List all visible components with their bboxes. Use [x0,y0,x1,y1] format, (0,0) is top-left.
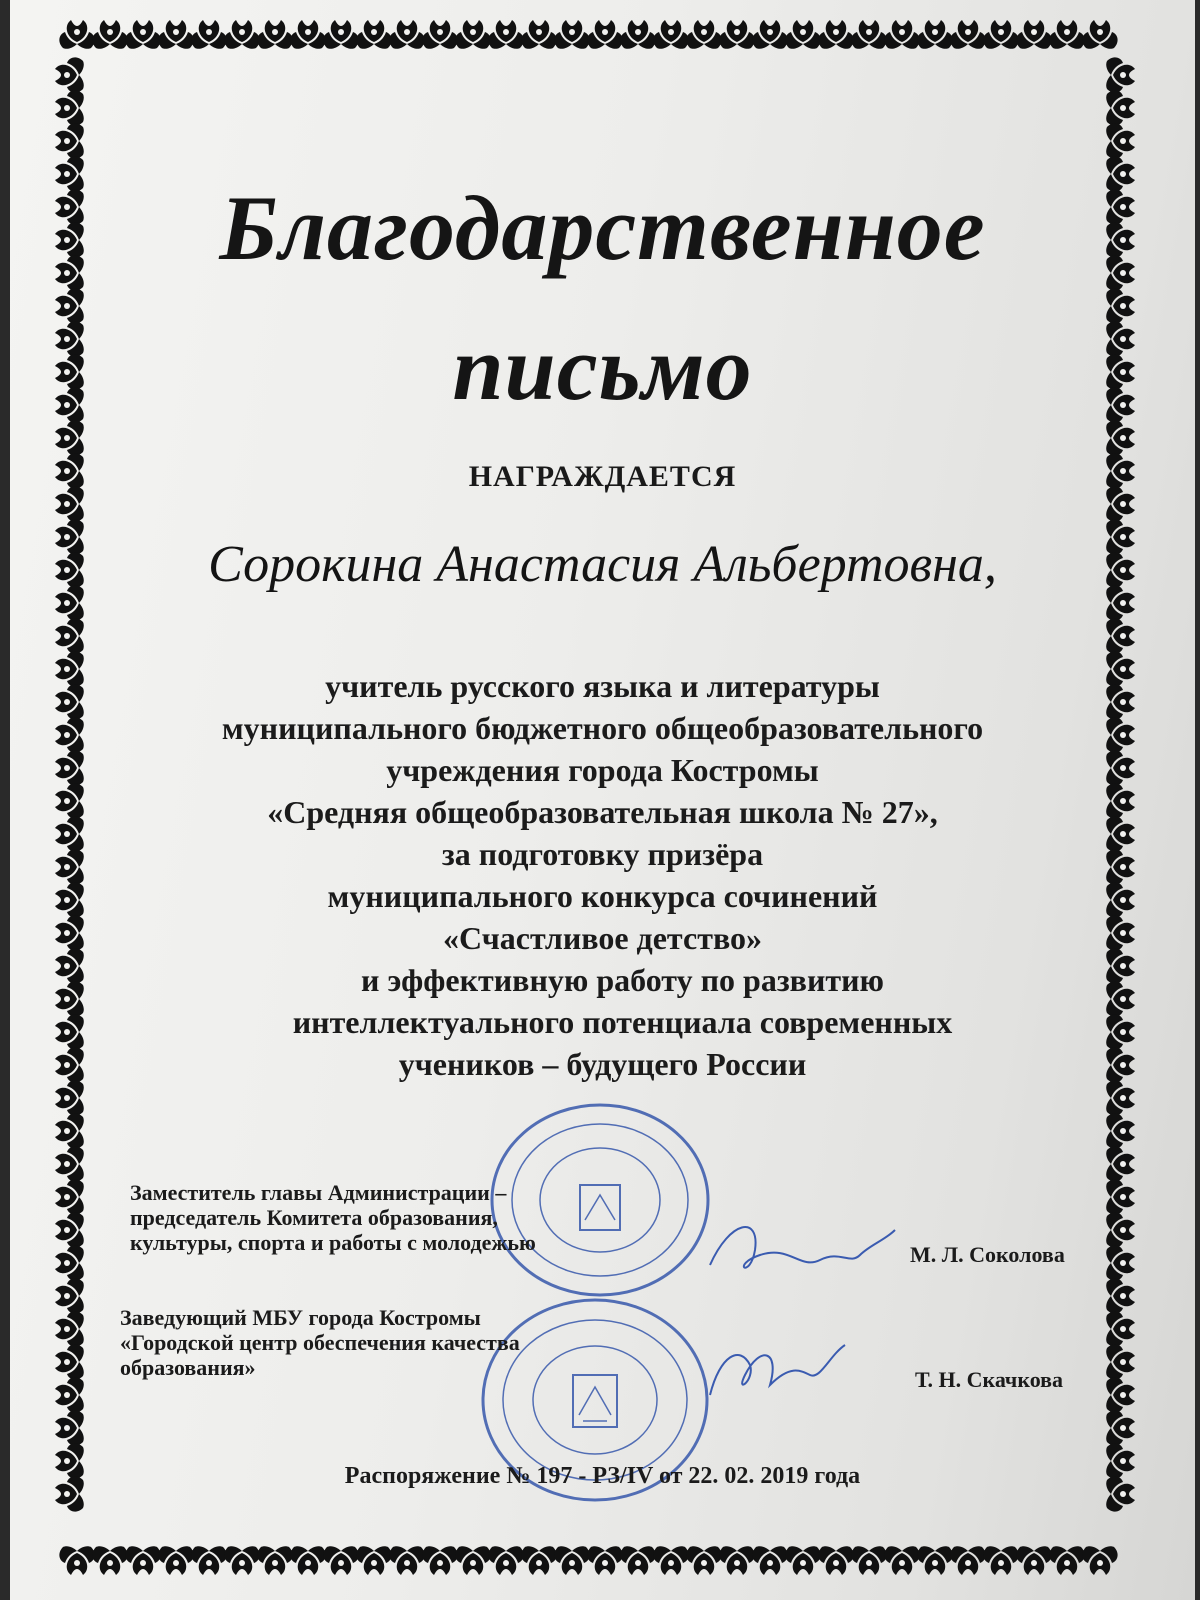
signatory-1-position [130,1180,610,1255]
title-line-2: письмо [452,317,753,419]
signatory-2-position [120,1305,600,1380]
description-line: учреждения города Костромы [386,752,819,788]
order-reference: Распоряжение № 197 - РЗ/IV от 22. 02. 2019 года [344,1463,861,1489]
description-line: учитель русского языка и литературы [325,668,880,704]
position-line: образования» [120,1355,256,1380]
position-line: культуры, спорта и работы с молодежью [130,1230,536,1255]
title-line-1: Благодарственное [219,177,986,279]
position-line: Заместитель главы Администрации – [130,1180,507,1205]
signatory-1-name: М. Л. Соколова [910,1242,1065,1267]
description-line: и эффективную работу по развитию [361,962,884,998]
description-line: учеников – будущего России [398,1046,807,1082]
description-line: «Средняя общеобразовательная школа № 27», [267,794,938,830]
certificate-sheet [10,0,1195,1600]
description-line: «Счастливое детство» [443,920,762,956]
description-line: интеллектуального потенциала современных [292,1004,953,1040]
award-description [160,665,1045,1085]
awarded-label: НАГРАЖДАЕТСЯ [468,460,737,493]
certificate-content [10,0,1195,1600]
position-line: «Городской центр обеспечения качества [120,1330,520,1355]
description-line: за подготовку призёра [441,836,764,872]
description-line: муниципального бюджетного общеобразовательного [221,710,984,746]
position-line: председатель Комитета образования, [130,1205,498,1230]
signatory-2-name: Т. Н. Скачкова [915,1367,1064,1392]
signature-sokolova [700,1210,900,1290]
description-line: муниципального конкурса сочинений [327,878,878,914]
signature-skachkova [700,1325,850,1415]
recipient-name: Сорокина Анастасия Альбертовна, [208,536,997,593]
position-line: Заведующий МБУ города Костромы [120,1305,481,1330]
